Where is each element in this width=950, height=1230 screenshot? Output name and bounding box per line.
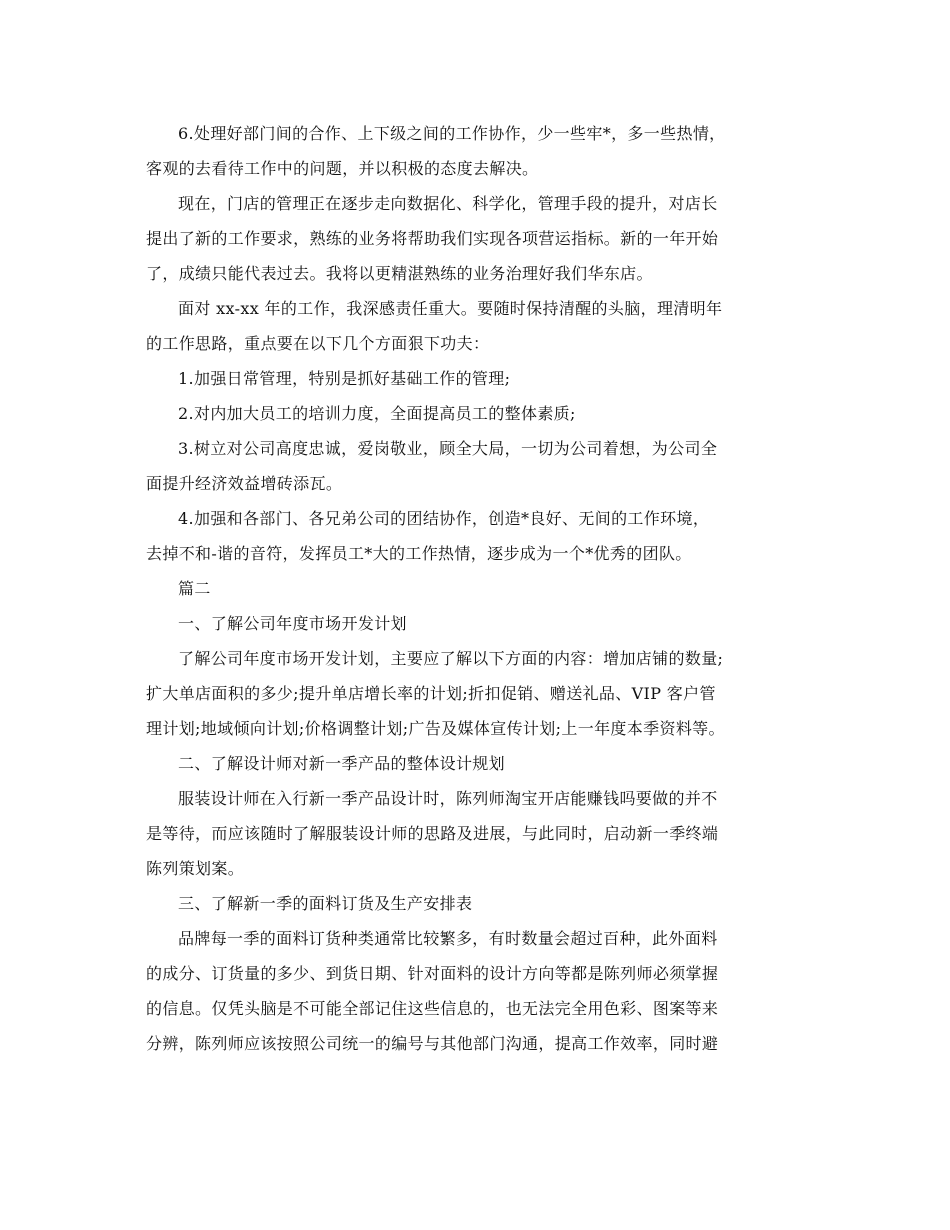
subheading-design-planning: 二、了解设计师对新一季产品的整体设计规划 <box>178 754 506 773</box>
subheading-fabric-ordering: 三、了解新一季的面料订货及生产安排表 <box>178 894 473 913</box>
paragraph-design-planning: 服装设计师在入行新一季产品设计时，陈列师淘宝开店能赚钱吗要做的并不 是等待，而应该随时了解服装设计师的思路及进展，与此同时，启动新一季终端 陈列策划案。 <box>146 789 719 878</box>
document-body <box>146 116 810 1061</box>
list-item-1-daily-management: 1.加强日常管理，特别是抓好基础工作的管理; <box>178 369 511 388</box>
paragraph-next-year-work: 面对 xx-xx 年的工作，我深感责任重大。要随时保持清醒的头脑，理清明年 的工作思路，重点要在以下几个方面狠下功夫： <box>146 299 723 353</box>
paragraph-fabric-ordering: 品牌每一季的面料订货种类通常比较繁多，有时数量会超过百种，此外面料 的成分、订货量的多少、到货日期、针对面料的设计方向等都是陈列师必须掌握 的信息。仅凭头脑是不可能全部记住这些信息的，也无法完全用色彩、图案等来 分辨，陈列师应该按照公司统一的编号与其他部门沟通，提高工作效率，同时避 <box>146 929 719 1053</box>
list-item-2-staff-training: 2.对内加大员工的培训力度，全面提高员工的整体素质; <box>178 404 576 423</box>
subheading-market-plan: 一、了解公司年度市场开发计划 <box>178 614 407 633</box>
paragraph-market-plan: 了解公司年度市场开发计划，主要应了解以下方面的内容：增加店铺的数量; 扩大单店面积的多少;提升单店增长率的计划;折扣促销、赠送礼品、VIP 客户管 理计划;地域倾向计划;价格调整计划;广告及媒体宣传计划;上一年度本季资料等。 <box>146 649 725 738</box>
section-heading-part-two: 篇二 <box>178 579 211 598</box>
list-item-4-teamwork: 4.加强和各部门、各兄弟公司的团结协作，创造*良好、无间的工作环境， 去掉不和-谐的音符，发挥员工*大的工作热情，逐步成为一个*优秀的团队。 <box>146 509 710 563</box>
list-item-3-loyalty: 3.树立对公司高度忠诚，爱岗敬业，顾全大局，一切为公司着想，为公司全 面提升经济效益增砖添瓦。 <box>146 439 718 493</box>
paragraph-store-management: 现在，门店的管理正在逐步走向数据化、科学化，管理手段的提升，对店长 提出了新的工作要求，熟练的业务将帮助我们实现各项营运指标。新的一年开始 了，成绩只能代表过去。我将以更精湛熟练的业务治理好我们华东店。 <box>146 194 719 283</box>
paragraph-item-6-cooperation: 6.处理好部门间的合作、上下级之间的工作协作，少一些牢*，多一些热情， 客观的去看待工作中的问题，并以积极的态度去解决。 <box>146 124 726 178</box>
